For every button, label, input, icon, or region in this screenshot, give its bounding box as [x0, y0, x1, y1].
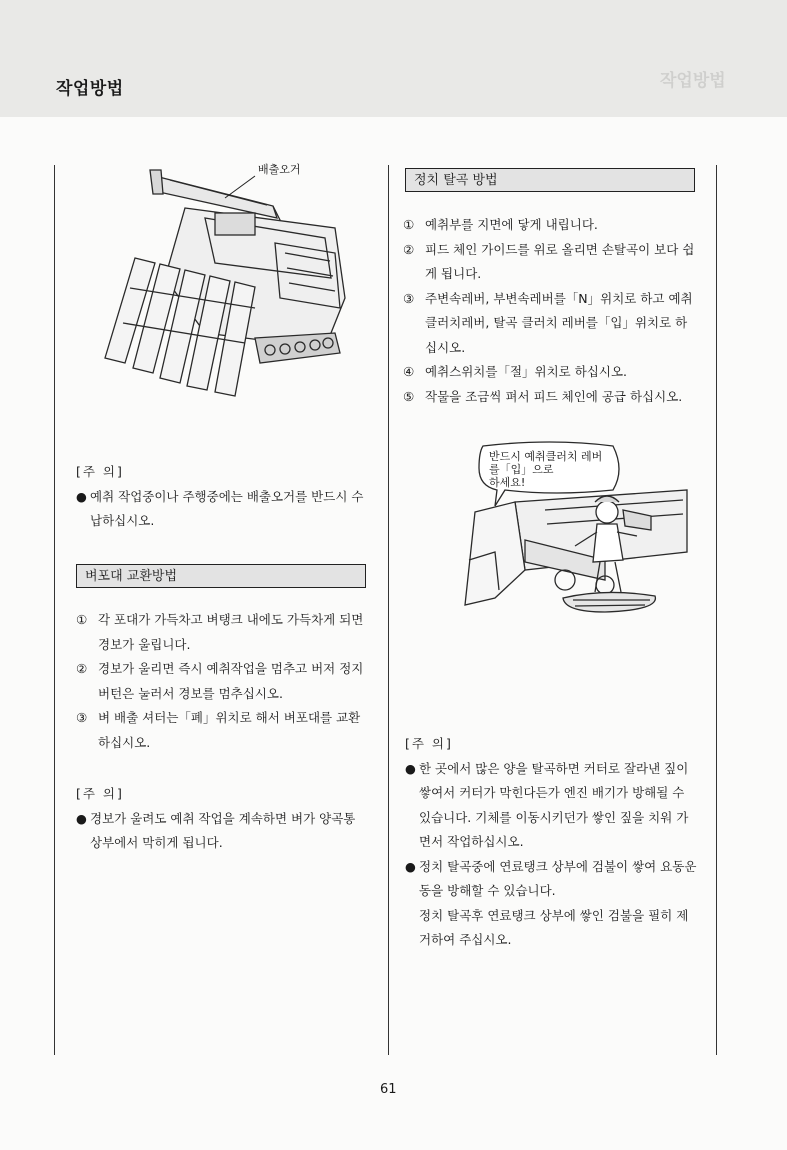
header-band: [0, 0, 787, 117]
left-steps: [76, 608, 368, 755]
bubble-line: 하세요!: [489, 476, 526, 489]
right-steps: [403, 213, 699, 409]
step-item: ③ 벼 배출 셔터는「폐」위치로 해서 벼포대를 교환하십시오.: [76, 710, 361, 750]
caution-item: 정치 탈곡후 연료탱크 상부에 쌓인 검불을 필히 제거하여 주십시오.: [419, 907, 689, 947]
bullet-icon: ●: [405, 858, 416, 874]
right-caution: [405, 732, 699, 953]
caution-title: [주 의]: [405, 736, 453, 751]
step-item: ① 각 포대가 가득차고 벼탱크 내에도 가득차게 되면 경보가 울립니다.: [76, 612, 364, 652]
step-item: ④ 예취스위치를「절」위치로 하십시오.: [403, 364, 627, 379]
section-heading-stationary-threshing: 정치 탈곡 방법: [405, 168, 695, 192]
bullet-icon: ●: [76, 488, 87, 504]
caution-item: ● 정치 탈곡중에 연료탱크 상부에 검불이 쌓여 요동운동을 방해할 수 있습니다.: [405, 855, 699, 904]
bubble-line: 반드시 예취클러치 레버: [489, 450, 603, 463]
bullet-icon: ●: [405, 760, 416, 776]
combine-harvester-illustration: [95, 158, 380, 403]
caution-item: ● 경보가 울려도 예취 작업을 계속하면 벼가 양곡통 상부에서 막히게 됩니다.: [76, 807, 368, 856]
caution-item: ● 예취 작업중이나 주행중에는 배출오거를 반드시 수납하십시오.: [76, 485, 368, 534]
caution-title: [주 의]: [76, 786, 124, 801]
column-divider-rule: [388, 165, 389, 1055]
step-item: ② 경보가 울리면 즉시 예취작업을 멈추고 버저 정지 버턴은 눌러서 경보를 멈추십시오.: [76, 661, 364, 701]
auger-label: 배출오거: [258, 163, 301, 176]
stationary-threshing-illustration: [455, 440, 695, 620]
bullet-icon: ●: [76, 810, 87, 826]
bubble-line: 를「입」으로: [489, 463, 554, 476]
step-item: ① 예취부를 지면에 닿게 내립니다.: [403, 217, 598, 232]
page-number: 61: [380, 1082, 397, 1097]
right-column-right-rule: [716, 165, 717, 1055]
left-caution-1: [76, 460, 368, 534]
section-heading-bag-change: 벼포대 교환방법: [76, 564, 366, 588]
bleed-through-title: 작업방법: [660, 71, 726, 91]
left-caution-2: [76, 782, 368, 856]
left-column-left-rule: [54, 165, 55, 1055]
step-item: ⑤ 작물을 조금씩 펴서 피드 체인에 공급 하십시오.: [403, 388, 683, 404]
step-item: ② 피드 체인 가이드를 위로 올리면 손탈곡이 보다 쉽게 됩니다.: [403, 241, 695, 281]
page-section-title: 작업방법: [56, 79, 124, 99]
caution-item: ● 한 곳에서 많은 양을 탈곡하면 커터로 잘라낸 짚이 쌓여서 커터가 막힌다든가 엔진 배기가 방해될 수 있습니다. 기체를 이동시키던가 쌓인 짚을 치워 가면서 작업하십시오.: [405, 757, 699, 855]
step-item: ③ 주변속레버, 부변속레버를「N」위치로 하고 예취클러치레버, 탈곡 클러치 레버를「입」위치로 하십시오.: [403, 290, 693, 355]
caution-title: [주 의]: [76, 464, 124, 479]
